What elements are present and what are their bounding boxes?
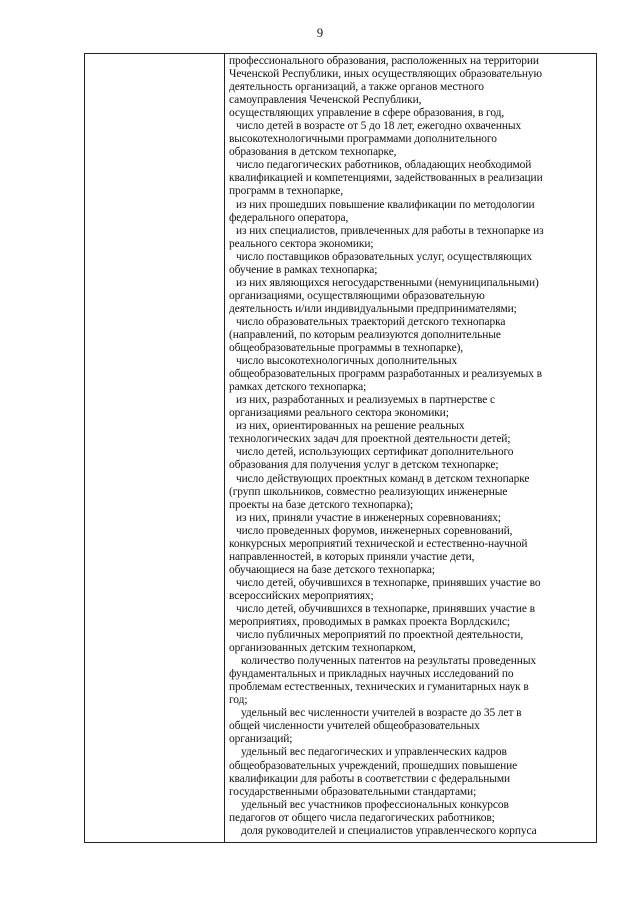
text-line: деятельность и/или индивидуальными предпринимателями; [229,302,517,315]
text-line: число педагогических работников, обладающих необходимой [236,159,532,172]
indicators-text-cell [229,55,595,838]
text-line: федерального оператора, [229,211,349,224]
text-line: Чеченской Республики, иных осуществляющих образовательную [229,68,542,81]
text-line: квалификации для работы в соответствии с федеральными [229,772,510,785]
text-line: число детей, использующих сертификат дополнительного [236,446,514,459]
text-line: высокотехнологичными программами дополнительного [229,133,497,146]
text-line: всероссийских мероприятиях; [229,589,374,602]
text-line: реального сектора экономики; [229,237,374,250]
text-line: общей численности учителей общеобразовательных [229,720,480,733]
content-table [84,53,597,843]
text-line: число детей в возрасте от 5 до 18 лет, ежегодно охваченных [236,120,522,133]
text-line: педагогов от общего числа педагогических работников; [229,811,495,824]
text-line: проекты на базе детского технопарка); [229,498,414,511]
text-line: год; [229,694,248,707]
text-line: обучающиеся на базе детского технопарка; [229,563,435,576]
page-number: 9 [316,26,324,40]
text-line: общеобразовательные программы в технопарке), [229,342,464,355]
text-line: направленностей, в которых приняли участие дети, [229,550,475,563]
text-line: из них являющихся негосударственными (немуниципальными) [236,276,539,289]
text-line: общеобразовательных учреждений, прошедших повышение [229,759,518,772]
text-line: из них, приняли участие в инженерных соревнованиях; [236,511,501,524]
text-line: доля руководителей и специалистов управленческого корпуса [241,824,537,837]
text-line: из них специалистов, привлеченных для работы в технопарке из [236,224,544,237]
text-line: из них, разработанных и реализуемых в партнерстве с [236,394,495,407]
text-line: число проведенных форумов, инженерных соревнований, [236,524,513,537]
text-line: удельный вес численности учителей в возрасте до 35 лет в [241,707,522,720]
text-line: число детей, обучившихся в технопарке, принявших участие во [236,576,541,589]
text-line: (направлений, по которым реализуются дополнительные [229,328,501,341]
text-line: число высокотехнологичных дополнительных [236,355,458,368]
text-line: организациями, осуществляющими образовательную [229,289,485,302]
text-line: (групп школьников, совместно реализующих инженерные [229,485,508,498]
text-line: организациями реального сектора экономики; [229,407,449,420]
text-line: общеобразовательных программ разработанных и реализуемых в [229,368,542,381]
text-line: фундаментальных и прикладных научных исследований по [229,668,514,681]
text-line: из них, ориентированных на решение реальных [236,420,465,433]
text-line: образования в детском технопарке, [229,146,397,159]
text-line: обучение в рамках технопарка; [229,263,378,276]
text-line: деятельность организаций, а также органов местного [229,81,484,94]
text-line: программ в технопарке, [229,185,344,198]
text-line: государственными образовательными стандартами; [229,785,477,798]
text-line: рамках детского технопарка; [229,381,367,394]
text-line: удельный вес педагогических и управленческих кадров [241,746,507,759]
text-line: число образовательных траекторий детского технопарка [236,315,506,328]
text-line: число детей, обучившихся в технопарке, принявших участие в [236,602,535,615]
text-line: число действующих проектных команд в детском технопарке [236,472,530,485]
text-line: самоуправления Чеченской Республики, [229,94,422,107]
text-line: мероприятиях, проводимых в рамках проекта Ворлдскилс; [229,616,510,629]
text-line: профессионального образования, расположенных на территории [229,55,539,67]
text-line: количество полученных патентов на результаты проведенных [241,655,537,668]
text-line: число публичных мероприятий по проектной деятельности, [236,629,524,642]
text-line: образования для получения услуг в детском технопарке; [229,459,499,472]
column-divider [224,54,225,842]
text-line: проблемам естественных, технических и гуманитарных наук в [229,681,529,694]
text-line: конкурсных мероприятий технической и естественно-научной [229,537,528,550]
text-line: технологических задач для проектной деятельности детей; [229,433,511,446]
text-line: удельный вес участников профессиональных конкурсов [241,798,509,811]
text-line: квалификацией и компетенциями, задействованных в реализации [229,172,543,185]
left-column-cell [85,54,224,842]
text-line: число поставщиков образовательных услуг, осуществляющих [236,250,532,263]
text-line: из них прошедших повышение квалификации по методологии [236,198,535,211]
text-line: организованных детским технопарком, [229,642,416,655]
text-line: осуществляющих управление в сфере образования, в год, [229,107,505,120]
text-line: организаций; [229,733,293,746]
